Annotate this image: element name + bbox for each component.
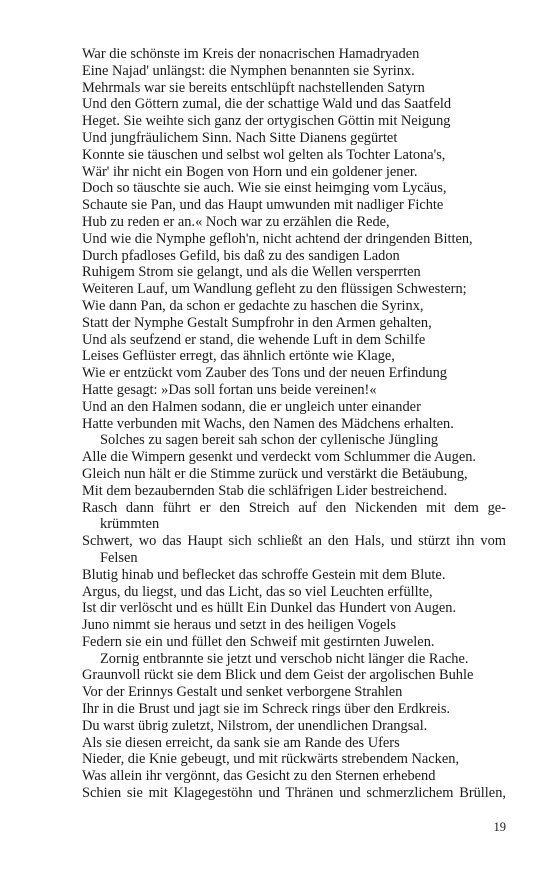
verse-line: Und jungfräulichem Sinn. Nach Sitte Dianens gegürtet [82,129,398,146]
verse-line: Schien sie mit Klagegestöhn und Thränen und schmerzlichem Brüllen, [82,785,506,802]
verse-line: Ihr in die Brust und jagt sie im Schreck rings über den Erdkreis. [82,701,451,718]
verse-line: Hatte gesagt: »Das soll fortan uns beide vereinen!« [82,381,377,398]
verse-line: Hatte verbunden mit Wachs, den Namen des Mädchens erhalten. [82,415,454,432]
verse-line: Heget. Sie weihte sich ganz der ortygischen Göttin mit Neigung [82,113,451,130]
verse-line: Und an den Halmen sodann, die er ungleich unter einander [82,398,421,415]
page-number: 19 [493,820,506,834]
verse-line: Statt der Nymphe Gestalt Sumpfrohr in den Armen gehalten, [82,314,432,331]
verse-line: Hub zu reden er an.« Noch war zu erzählen die Rede, [82,213,390,230]
verse-line: Juno nimmt sie heraus und setzt in des heiligen Vogels [82,617,397,634]
verse-line: Wie er entzückt vom Zauber des Tons und der neuen Erfindung [82,365,447,382]
verse-line: War die schönste im Kreis der nonacrischen Hamadryaden [82,46,420,62]
verse-line: Weiteren Lauf, um Wandlung gefleht zu den flüssigen Schwestern; [82,281,467,298]
verse-line: Argus, du liegst, und das Licht, das so viel Leuchten erfüllte, [82,583,433,600]
verse-line: Mehrmals war sie bereits entschlüpft nachstellenden Satyrn [82,79,425,96]
verse-line: Doch so täuschte sie auch. Wie sie einst heimging vom Lycäus, [82,180,447,197]
verse-line: Federn sie ein und füllet den Schweif mit gestirnten Juwelen. [82,633,435,650]
verse-line-continuation: krümmten [100,516,160,533]
verse-line: Du warst übrig zuletzt, Nilstrom, der unendlichen Drangsal. [82,717,428,734]
verse-line-continuation: Felsen [100,549,138,566]
verse-line: Wie dann Pan, da schon er gedachte zu haschen die Syrinx, [82,297,424,314]
text-column [82,46,506,802]
verse-line: Konnte sie täuschen und selbst wol gelten als Tochter Latona's, [82,146,446,163]
verse-line: Graunvoll rückt sie dem Blick und dem Geist der argolischen Buhle [82,667,474,684]
verse-line: Was allein ihr vergönnt, das Gesicht zu den Sternen erhebend [82,768,436,785]
verse-line: Rasch dann führt er den Streich auf den Nickenden mit dem ge- [82,499,506,516]
verse-line: Und wie die Nymphe gefloh'n, nicht achtend der dringenden Bitten, [82,230,473,247]
verse-line: Nieder, die Knie gebeugt, und mit rückwärts strebendem Nacken, [82,751,460,768]
verse-line: Durch pfadloses Gefild, bis daß zu des sandigen Ladon [82,247,400,264]
verse-line: Und den Göttern zumal, die der schattige Wald und das Saatfeld [82,96,452,113]
verse-line: Ruhigem Strom sie gelangt, und als die Wellen versperrten [82,264,421,281]
verse-line: Leises Geflüster erregt, das ähnlich ertönte wie Klage, [82,348,395,365]
verse-line: Blutig hinab und beflecket das schroffe Gestein mit dem Blute. [82,566,446,583]
verse-line: Zornig entbrannte sie jetzt und verschob nicht länger die Rache. [100,650,469,667]
verse-line: Schaute sie Pan, und das Haupt umwunden mit nadliger Fichte [82,197,444,214]
verse-line: Solches zu sagen bereit sah schon der cyllenische Jüngling [100,432,439,449]
verse-line: Schwert, wo das Haupt sich schließt an den Hals, und stürzt ihn vom [82,533,506,550]
verse-line: Mit dem bezaubernden Stab die schläfrigen Lider bestreichend. [82,482,448,499]
verse-line: Gleich nun hält er die Stimme zurück und verstärkt die Betäubung, [82,465,468,482]
verse-line: Vor der Erinnys Gestalt und senket verborgene Strahlen [82,684,403,701]
verse-line: Als sie diesen erreicht, da sank sie am Rande des Ufers [82,734,400,751]
verse-line: Und als seufzend er stand, die wehende Luft in dem Schilfe [82,331,426,348]
verse-line: Alle die Wimpern gesenkt und verdeckt vom Schlummer die Augen. [82,449,477,466]
verse-line: Eine Najad' unlängst: die Nymphen benannten sie Syrinx. [82,62,415,79]
verse-line: Ist dir verlöscht und es hüllt Ein Dunkel das Hundert von Augen. [82,600,457,617]
verse-line: Wär' ihr nicht ein Bogen von Horn und ein goldener jener. [82,163,418,180]
